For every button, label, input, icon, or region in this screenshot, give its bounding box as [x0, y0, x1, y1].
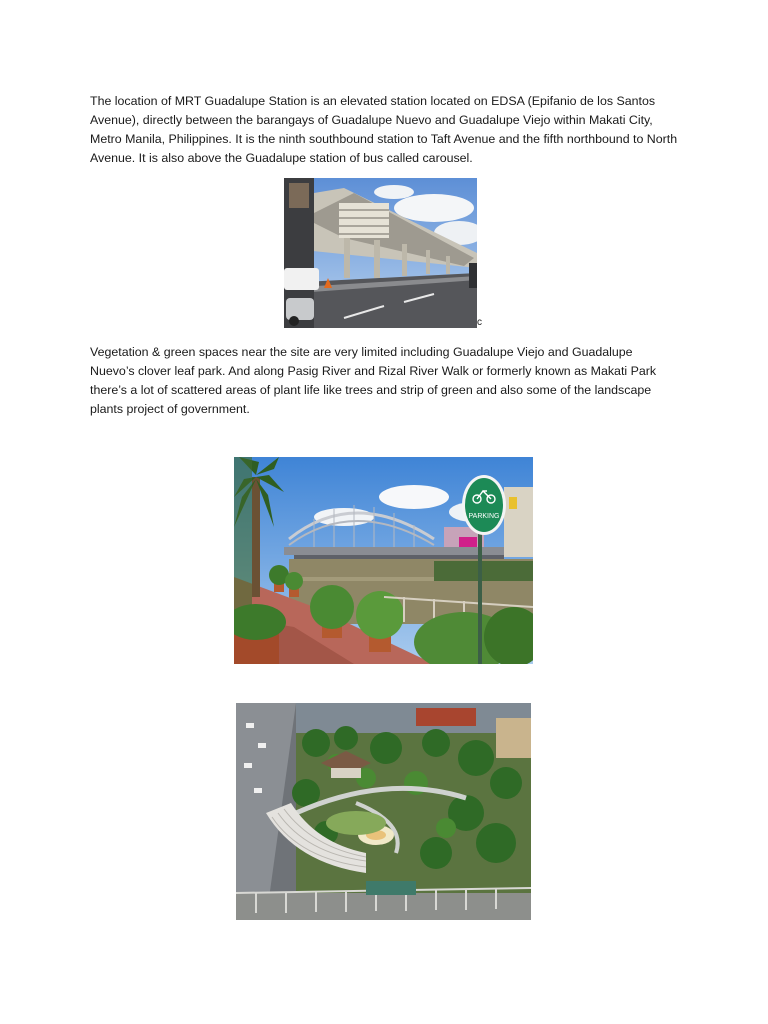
parking-sign-label: PARKING — [468, 513, 500, 520]
vegetation-paragraph: Vegetation & green spaces near the site are very limited including Guadalupe Viejo and Guadalupe Nuevo’s clover leaf park. And along Pasig River and Rizal River Walk or formerly known as Makati Park there’s a lot of scattered areas of plant life like trees and strip of green and also some of the landscape plants project of government. — [90, 345, 657, 416]
pasig-river-walk-photo — [234, 457, 533, 664]
guadalupe-station-photo — [284, 178, 477, 328]
clover-leaf-park-photo — [236, 703, 531, 920]
stray-character: c — [477, 317, 482, 328]
intro-paragraph: The location of MRT Guadalupe Station is an elevated station located on EDSA (Epifanio de los Santos Avenue), directly between the barangays of Guadalupe Nuevo and Guadalupe Viejo within Makati City, Metro Manila, Philippines. It is the ninth southbound station to Taft Avenue and the fifth northbound to North Avenue. It is also above the Guadalupe station of bus called carousel. — [90, 94, 678, 165]
